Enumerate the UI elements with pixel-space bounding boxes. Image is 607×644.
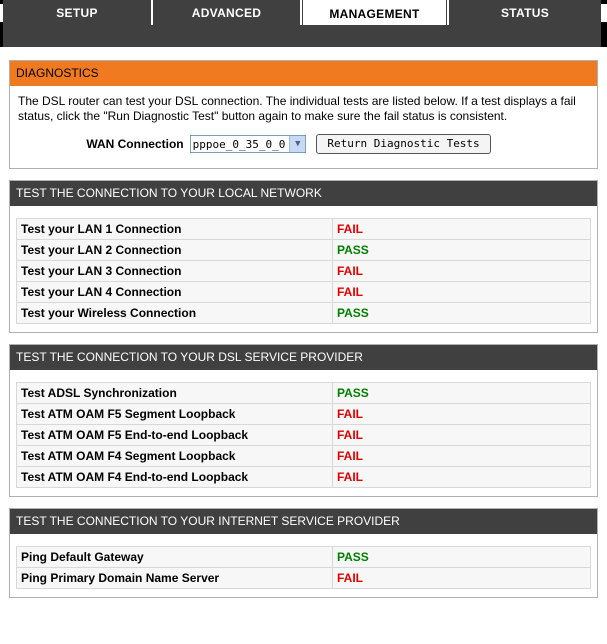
wan-connection-label: WAN Connection — [86, 136, 184, 151]
diagnostics-title: DIAGNOSTICS — [10, 61, 597, 86]
test-row — [17, 219, 591, 240]
test-table — [16, 382, 591, 488]
test-name: Test ATM OAM F4 End-to-end Loopback — [17, 467, 333, 488]
test-table — [16, 218, 591, 324]
test-name: Ping Primary Domain Name Server — [17, 568, 333, 589]
test-status-badge: FAIL — [333, 404, 591, 425]
test-section — [9, 508, 598, 598]
run-diagnostic-tests-button[interactable]: Return Diagnostic Tests — [316, 134, 490, 154]
test-list — [10, 534, 597, 597]
test-name: Test ADSL Synchronization — [17, 383, 333, 404]
chevron-down-icon[interactable]: ▼ — [289, 136, 305, 152]
test-status-badge: FAIL — [333, 219, 591, 240]
test-section-title: TEST THE CONNECTION TO YOUR LOCAL NETWORK — [10, 181, 597, 206]
wan-connection-select[interactable] — [190, 135, 307, 153]
test-status-badge: FAIL — [333, 467, 591, 488]
test-row — [17, 282, 591, 303]
tab-bar — [0, 22, 607, 47]
test-name: Test your LAN 3 Connection — [17, 261, 333, 282]
test-list — [10, 206, 597, 332]
tab-status[interactable]: STATUS — [449, 0, 601, 25]
test-sections — [9, 180, 598, 598]
test-row — [17, 240, 591, 261]
test-row — [17, 568, 591, 589]
test-section — [9, 180, 598, 333]
tab-bar-right-edge — [601, 22, 607, 47]
test-list — [10, 370, 597, 496]
test-status-badge: PASS — [333, 547, 591, 568]
tab-management[interactable]: MANAGEMENT — [302, 0, 447, 25]
test-row — [17, 547, 591, 568]
wan-connection-value: pppoe_0_35_0_0 — [192, 137, 286, 151]
test-name: Ping Default Gateway — [17, 547, 333, 568]
tab-advanced[interactable]: ADVANCED — [153, 0, 300, 25]
test-status-badge: FAIL — [333, 446, 591, 467]
test-row — [17, 261, 591, 282]
test-section-title: TEST THE CONNECTION TO YOUR DSL SERVICE PROVIDER — [10, 345, 597, 370]
test-section-title: TEST THE CONNECTION TO YOUR INTERNET SERVICE PROVIDER — [10, 509, 597, 534]
test-name: Test your LAN 2 Connection — [17, 240, 333, 261]
diagnostics-section — [9, 60, 598, 169]
test-section — [9, 344, 598, 497]
diagnostics-body — [10, 86, 597, 168]
test-status-badge: FAIL — [333, 282, 591, 303]
test-name: Test your LAN 4 Connection — [17, 282, 333, 303]
test-row — [17, 467, 591, 488]
test-name: Test ATM OAM F4 Segment Loopback — [17, 446, 333, 467]
test-name: Test ATM OAM F5 End-to-end Loopback — [17, 425, 333, 446]
test-status-badge: FAIL — [333, 261, 591, 282]
test-row — [17, 446, 591, 467]
wan-connection-row — [18, 134, 589, 154]
test-table — [16, 546, 591, 589]
test-status-badge: PASS — [333, 303, 591, 324]
test-row — [17, 383, 591, 404]
tab-bar-left-edge — [0, 22, 3, 47]
test-name: Test ATM OAM F5 Segment Loopback — [17, 404, 333, 425]
test-status-badge: PASS — [333, 383, 591, 404]
test-name: Test your Wireless Connection — [17, 303, 333, 324]
test-status-badge: FAIL — [333, 568, 591, 589]
test-name: Test your LAN 1 Connection — [17, 219, 333, 240]
test-status-badge: PASS — [333, 240, 591, 261]
tab-setup[interactable]: SETUP — [3, 0, 151, 25]
test-row — [17, 303, 591, 324]
test-row — [17, 404, 591, 425]
test-status-badge: FAIL — [333, 425, 591, 446]
test-row — [17, 425, 591, 446]
diagnostics-description: The DSL router can test your DSL connection. The individual tests are listed below. If a test displays a fail status, click the "Run Diagnostic Test" button again to make sure the fail status is consistent. — [18, 94, 576, 123]
main-content — [9, 60, 598, 609]
